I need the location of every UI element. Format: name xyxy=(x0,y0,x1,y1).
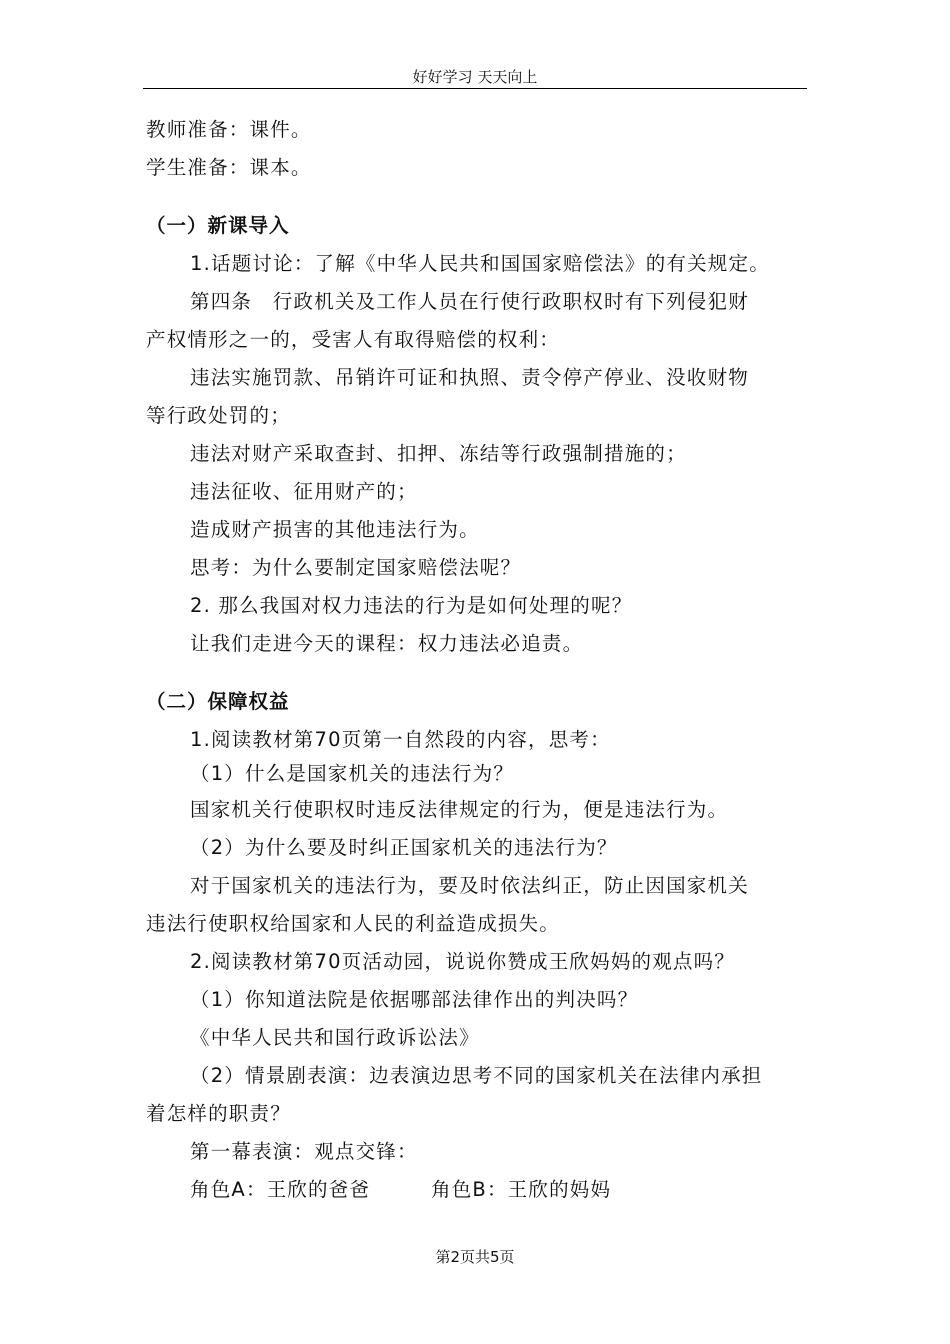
reading-task-1: 1.阅读教材第70页第一自然段的内容，思考： xyxy=(190,728,611,751)
role-a: 角色A：王欣的爸爸 xyxy=(190,1178,371,1201)
answer-2-1: 《中华人民共和国行政诉讼法》 xyxy=(190,1026,480,1049)
section-heading-rights: （二）保障权益 xyxy=(146,690,290,713)
question-1-2: （2）为什么要及时纠正国家机关的违法行为？ xyxy=(190,836,618,859)
page-header: 好好学习 天天向上 xyxy=(412,68,538,86)
item-2: 违法对财产采取查封、扣押、冻结等行政强制措施的； xyxy=(190,442,687,465)
question-2-2-line-1: （2）情景剧表演：边表演边思考不同的国家机关在法律内承担 xyxy=(190,1064,763,1087)
item-1-line-1: 违法实施罚款、吊销许可证和执照、责令停产停业、没收财物 xyxy=(190,366,749,389)
item-4: 造成财产损害的其他违法行为。 xyxy=(190,518,480,541)
answer-1-2-line-1: 对于国家机关的违法行为，要及时依法纠正，防止因国家机关 xyxy=(190,874,749,897)
question-1-1: （1）什么是国家机关的违法行为？ xyxy=(190,762,515,785)
think-question: 思考：为什么要制定国家赔偿法呢？ xyxy=(190,556,522,579)
topic-discussion: 1.话题讨论：了解《中华人民共和国国家赔偿法》的有关规定。 xyxy=(190,252,770,275)
article-line-1: 第四条 行政机关及工作人员在行使行政职权时有下列侵犯财 xyxy=(190,290,749,313)
question-2-1: （1）你知道法院是依据哪部法律作出的判决吗？ xyxy=(190,988,639,1011)
section-heading-intro: （一）新课导入 xyxy=(146,214,290,237)
role-b: 角色B：王欣的妈妈 xyxy=(431,1178,612,1201)
question-2-2-line-2: 着怎样的职责？ xyxy=(146,1102,291,1125)
question-2: 2. 那么我国对权力违法的行为是如何处理的呢？ xyxy=(190,594,633,617)
reading-task-2: 2.阅读教材第70页活动园，说说你赞成王欣妈妈的观点吗？ xyxy=(190,950,736,973)
transition-text: 让我们走进今天的课程：权力违法必追责。 xyxy=(190,632,584,655)
item-1-line-2: 等行政处罚的； xyxy=(146,404,291,427)
answer-1-1: 国家机关行使职权时违反法律规定的行为，便是违法行为。 xyxy=(190,798,729,821)
header-divider xyxy=(143,88,807,89)
answer-1-2-line-2: 违法行使职权给国家和人民的利益造成损失。 xyxy=(146,912,561,935)
article-line-2: 产权情形之一的，受害人有取得赔偿的权利： xyxy=(146,328,561,351)
teacher-prep: 教师准备：课件。 xyxy=(146,118,312,141)
page-footer: 第2页共5页 xyxy=(435,1248,515,1266)
act-one: 第一幕表演：观点交锋： xyxy=(190,1140,418,1163)
item-3: 违法征收、征用财产的； xyxy=(190,480,418,503)
student-prep: 学生准备：课本。 xyxy=(146,156,312,179)
